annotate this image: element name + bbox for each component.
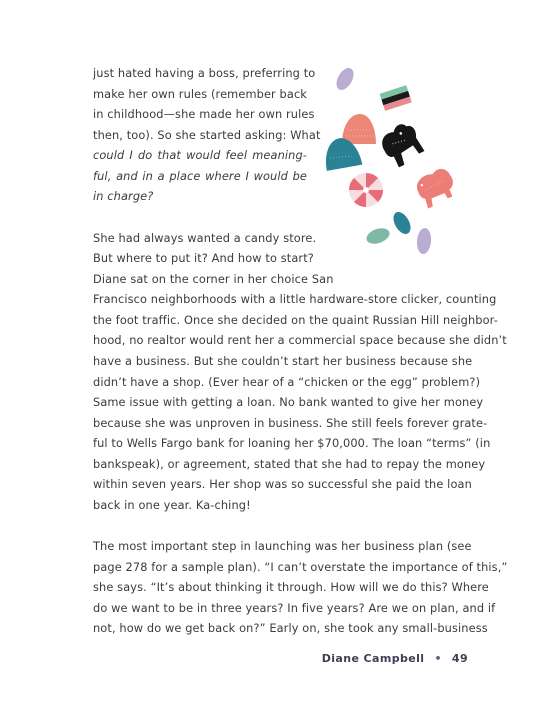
text-line: do we want to be in three years? In five years? Are we on plan, and if [93,600,496,615]
text-line: she says. “It’s about thinking it through. How will we do this? Where [93,580,489,595]
text-line: the foot traffic. Once she decided on the quaint Russian Hill neighbor- [93,312,498,327]
animal-cracker-dog-icon [377,120,426,170]
text-line: Francisco neighborhoods with a little hardware-store clicker, counting [93,292,497,307]
text-line: not, how do we get back on?” Early on, she took any small-business [93,621,488,636]
text-line: Diane sat on the corner in her choice San [93,271,334,286]
peppermint-swirl-icon [349,173,383,207]
text-line: bankspeak), or agreement, stated that she had to repay the money [93,456,486,471]
jellybean-icon [364,225,391,246]
gumdrop-icon [342,114,376,144]
footer-name: Diane Campbell [321,652,425,665]
jellybean-icon [333,65,357,93]
text-line: in charge? [93,189,154,204]
text-line: in childhood—she made her own rules [93,107,315,122]
text-line: ful to Wells Fargo bank for loaning her $70,000. The loan “terms” (in [93,436,491,451]
text-line: hood, no realtor would rent her a commercial space because she didn’t [93,333,507,348]
animal-cracker-pig-icon [413,166,458,210]
candy-illustration [318,60,458,260]
text-line: within seven years. Her shop was so successful she paid the loan [93,477,472,492]
text-line: didn’t have a shop. (Ever hear of a “chicken or the egg” problem?) [93,374,481,389]
text-line: because she was unproven in business. She still feels forever grate- [93,415,488,430]
text-line: Same issue with getting a loan. No bank wanted to give her money [93,395,484,410]
running-footer [322,652,468,665]
text-line: have a business. But she couldn’t start her business because she [93,354,473,368]
footer-separator: • [434,652,442,665]
jellybean-icon [390,209,414,237]
page-number: 49 [451,652,468,665]
text-line: back in one year. Ka-ching! [93,498,251,512]
text-line: She had always wanted a candy store. [93,230,317,245]
licorice-allsort-icon [380,85,412,111]
text-line: ful, and in a place where I would be [93,168,307,183]
text-line: page 278 for a sample plan). “I can’t overstate the importance of this,” [93,559,508,574]
text-line: just hated having a boss, preferring to [93,66,316,80]
text-line: could I do that would feel meaning- [93,148,307,163]
text-line: then, too). So she started asking: What [93,127,321,142]
text-line: make her own rules (remember back [93,86,307,101]
text-line: But where to put it? And how to start? [93,251,314,266]
jellybean-icon [416,227,432,254]
text-line: The most important step in launching was her business plan (see [93,539,472,554]
